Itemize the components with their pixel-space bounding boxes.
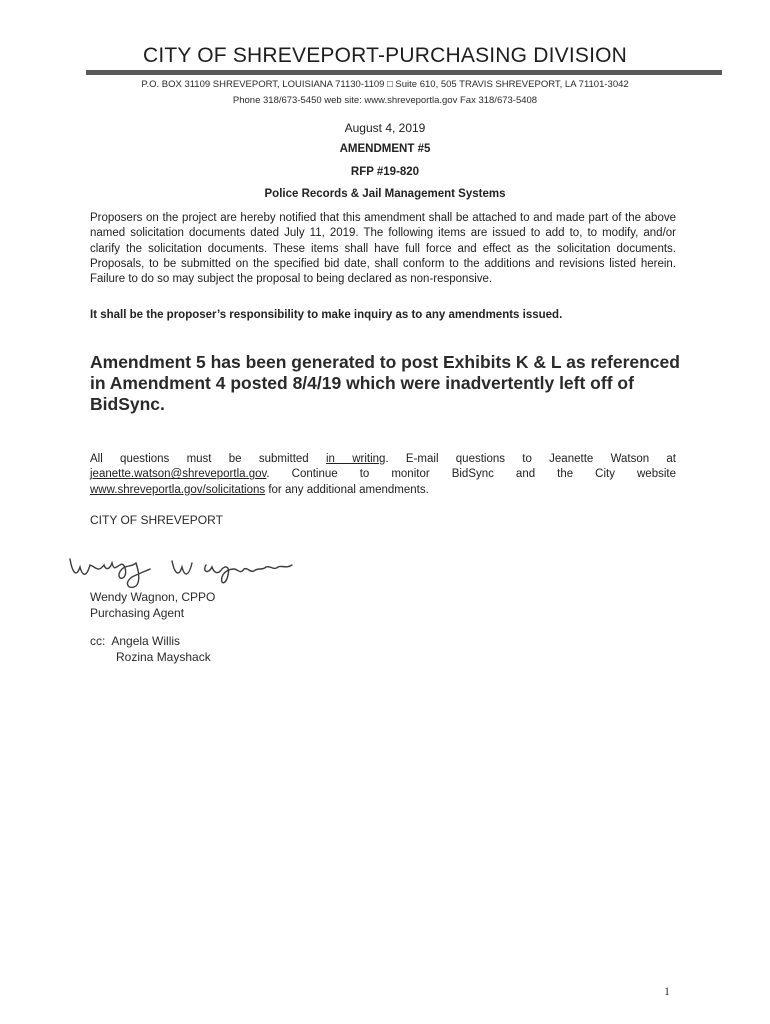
responsibility-notice: It shall be the proposer’s responsibility to make inquiry as to any amendments issued.	[90, 309, 563, 321]
signature-org: CITY OF SHREVEPORT	[90, 513, 223, 527]
amendment-number: AMENDMENT #5	[339, 143, 431, 155]
amendment-headline: Amendment 5 has been generated to post Exhibits K & L as referenced in Amendment 4 posted 8/4/19 which were inadvertently left off of BidSync.	[90, 352, 680, 414]
questions-text-1: All questions must be submitted	[90, 453, 326, 465]
handwritten-signature	[62, 545, 332, 595]
signer-name: Wendy Wagnon, CPPO	[90, 590, 216, 604]
questions-paragraph	[90, 452, 676, 498]
signer-block	[90, 590, 215, 621]
in-writing-text: in writing	[325, 453, 386, 465]
cc-recipient-1: Angela Willis	[111, 634, 181, 648]
questions-text-3: . Continue to monitor BidSync and the City website	[266, 468, 676, 481]
page-number: 1	[664, 984, 670, 998]
cc-recipient-2: Rozina Mayshack	[116, 649, 211, 664]
document-date: August 4, 2019	[344, 121, 426, 135]
rfp-number: RFP #19-820	[350, 166, 420, 178]
letterhead-title: CITY OF SHREVEPORT-PURCHASING DIVISION	[142, 44, 628, 67]
notice-paragraph: Proposers on the project are hereby notified that this amendment shall be attached to and made part of the above named solicitation documents dated July 11, 2019. The following items are issued to add to, to modify, and/or clarify the solicitation documents. These items shall have full force and effect as the solicitation documents. Proposals, to be submitted on the specified bid date, shall conform to the additions and revisions listed herein. Failure to do so may subject the proposal to being declared as non-responsive.	[90, 212, 676, 286]
document-subject: Police Records & Jail Management Systems	[264, 188, 506, 200]
letterhead-rule	[86, 70, 722, 75]
email-link[interactable]: jeanette.watson@shreveportla.gov	[90, 468, 267, 481]
letterhead-contact: Phone 318/673-5450 web site: www.shreveportla.gov Fax 318/673-5408	[232, 95, 538, 106]
questions-text-4: for any additional amendments.	[265, 483, 429, 496]
questions-text-2: . E-mail questions to Jeanette Watson at	[385, 453, 676, 465]
website-link[interactable]: www.shreveportla.gov/solicitations	[90, 483, 266, 496]
signer-role: Purchasing Agent	[90, 605, 185, 620]
letterhead-address: P.O. BOX 31109 SHREVEPORT, LOUISIANA 71130-1109 □ Suite 610, 505 TRAVIS SHREVEPORT, LA 71101-3042	[141, 79, 629, 90]
cc-label: cc:	[90, 634, 106, 648]
cc-block	[90, 634, 211, 665]
